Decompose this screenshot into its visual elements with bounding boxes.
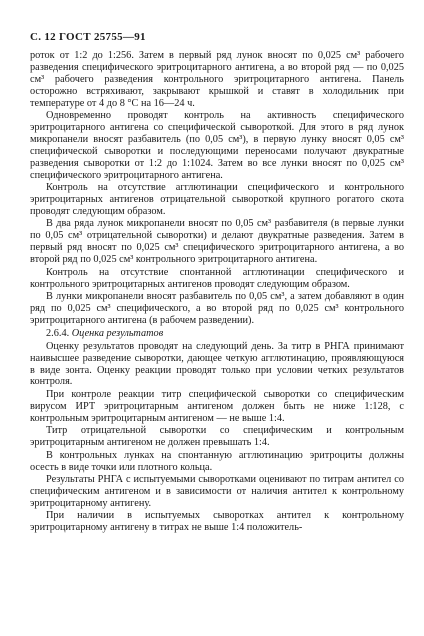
paragraph: роток от 1:2 до 1:256. Затем в первый ряд лунок вносят по 0,025 см³ рабочего разведения специфического эритроцитарного антигена, а во второй ряд — по 0,025 см³ рабочего разведения контрольного эритроцитарного антигена. Панель осторожно встряхивают, закрывают крышкой и ставят в холодильник при температуре от 4 до 8 °С на 16—24 ч. xyxy=(30,50,404,109)
paragraph: Контроль на отсутствие спонтанной агглютинации специфического и контрольного эритроцитарных антигенов проводят следующим образом. xyxy=(30,266,404,290)
paragraph: Титр отрицательной сыворотки со специфическим и контрольным эритроцитарным антигеном не должен превышать 1:4. xyxy=(30,425,404,449)
paragraph: Одновременно проводят контроль на активность специфического эритроцитарного антигена со специфической сывороткой. Для этого в ряд лунок микропанели вносят разбавитель (по 0,05 см³), в первую лунку вносят 0,05 см³ специфической сыворотки и последующими переносами получают двукратные разведения сыворотки от 1:2 до 1:1024. Затем во все лунки вносят по 0,025 см³ специфического эритроцитарного антигена. xyxy=(30,110,404,181)
paragraph: В контрольных лунках на спонтанную агглютинацию эритроциты должны осесть в виде точки или плотного кольца. xyxy=(30,449,404,473)
paragraph: Оценку результатов проводят на следующий день. За титр в РНГА принимают наивысшее разведение сыворотки, дающее четкую агглютинацию, проявляющуюся в виде зонта. Оценку реакции проводят только при условии четких результатов контроля. xyxy=(30,340,404,388)
paragraph: В два ряда лунок микропанели вносят по 0,05 см³ разбавителя (в первые лунки по 0,05 см³ отрицательной сыворотки) и делают двукратные разведения. Затем в первый ряд вносят по 0,025 см³ специфического эритроцитарного антигена, а во второй ряд по 0,025 см³ контрольного эритроцитарного антигена. xyxy=(30,218,404,266)
page-header: С. 12 ГОСТ 25755—91 xyxy=(30,31,146,43)
paragraph: Результаты РНГА с испытуемыми сыворотками оценивают по титрам антител со специфическим антигеном и в зависимости от наличия антител к контрольному эритроцитарному антигену. xyxy=(30,474,404,509)
paragraph: При наличии в испытуемых сыворотках антител к контрольному эритроцитарному антигену в титрах не выше 1:4 положитель- xyxy=(30,510,404,534)
section-number: 2.6.4. xyxy=(46,327,70,339)
paragraph: В лунки микропанели вносят разбавитель по 0,05 см³, а затем добавляют в один ряд по 0,025 см³ специфического, а во второй ряд по 0,025 см³ контрольного эритроцитарного антигена (в рабочем разведении). xyxy=(30,291,404,326)
paragraph: При контроле реакции титр специфической сыворотки со специфическим вирусом ИРТ эритроцитарным антигеном должен быть не ниже 1:128, с контрольным эритроцитарным антигеном — не выше 1:4. xyxy=(30,388,404,424)
section-heading xyxy=(30,328,404,340)
document-body xyxy=(30,50,404,534)
paragraph: Контроль на отсутствие агглютинации специфического и контрольного эритроцитарных антигенов отрицательной сывороткой крупного рогатого скота проводят следующим образом. xyxy=(30,182,404,217)
section-title: Оценка результатов xyxy=(71,327,164,339)
